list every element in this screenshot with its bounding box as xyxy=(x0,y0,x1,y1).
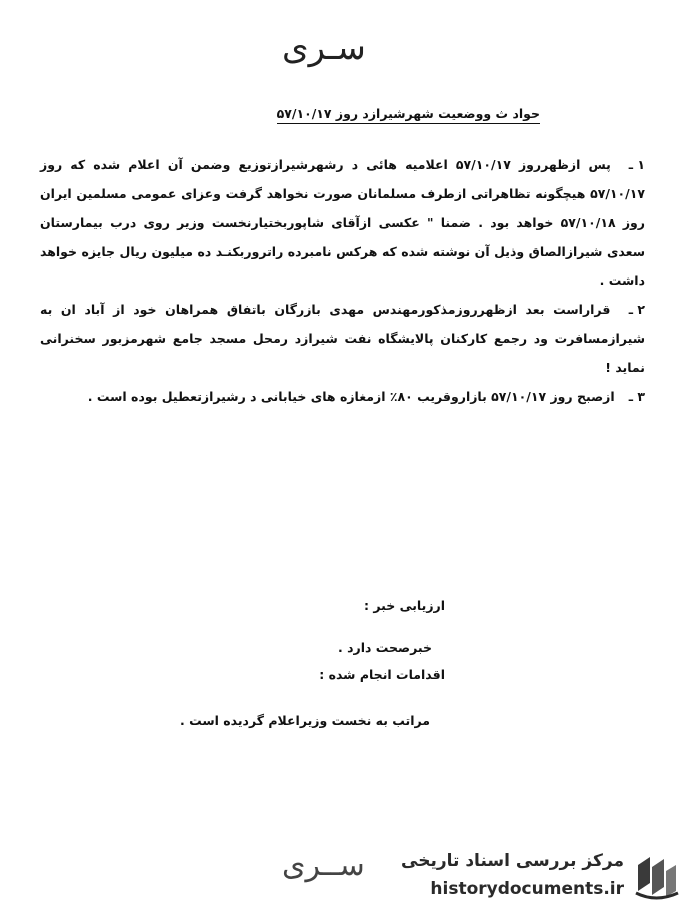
watermark-url: historydocuments.ir xyxy=(430,879,624,899)
paragraph-1-text: پس ازظهرروز ۵۷/۱۰/۱۷ اعلامیه هائی د رشهرشیرازتوزیع وضمن آن اعلام شده که روز ۵۷/۱۰/۱۷ هیچگونه تظاهراتی ازطرف مسلمانان صورت نخواهد گرفت وعزای عمومی مسلمین ایران روز ۵۷/۱۰/۱۸ خواهد بود . ضمنا " عکسی ازآقای شاپوربختیارنخست وزیر روی درب بیمارستان سعدی شیرازالصاق وذیل آن نوشته شده که هرکس نامبرده راتروربکنـد ده میلیون ریال جایزه خواهد داشت . xyxy=(40,157,645,288)
paragraph-3-text: ازصبح روز ۵۷/۱۰/۱۷ بازاروقریب ۸۰٪ ازمغازه های خیابانی د رشیرازتعطیل بوده است . xyxy=(87,389,615,404)
watermark-title: مرکز بررسی اسناد تاریخی xyxy=(401,851,624,871)
actions-label: اقدامات انجام شده : xyxy=(319,667,445,682)
final-note: مراتب به نخست وزیراعلام گردیده است . xyxy=(180,713,430,728)
classification-top: سـری xyxy=(282,28,366,68)
paragraph-2-text: قراراست بعد ازظهرروزمذکورمهندس مهدی بازرگان باتفاق همراهان خود از آباد ان به شیرازمسافرت ود رجمع کارکنان پالایشگاه نفت شیرازد رمحل مسجد جامع شهرمزبور سخنرانی نماید ! xyxy=(40,302,645,375)
paragraph-2-number: ۲ ـ xyxy=(628,302,645,317)
paragraph-1-number: ۱ ـ xyxy=(628,157,646,172)
classification-bottom: ســری xyxy=(282,848,365,883)
evaluation-value: خبرصحت دارد . xyxy=(338,640,432,655)
paragraph-3 xyxy=(40,382,645,411)
paragraph-1 xyxy=(40,150,645,295)
paragraph-2 xyxy=(40,295,645,382)
archive-logo-icon xyxy=(630,851,682,903)
document-body xyxy=(40,150,645,411)
paragraph-3-number: ۳ ـ xyxy=(628,389,645,404)
evaluation-label: ارزیابی خبر : xyxy=(364,598,445,613)
document-title: حواد ث ووضعیت شهرشیرازد روز ۵۷/۱۰/۱۷ xyxy=(277,106,540,124)
watermark xyxy=(401,847,688,905)
